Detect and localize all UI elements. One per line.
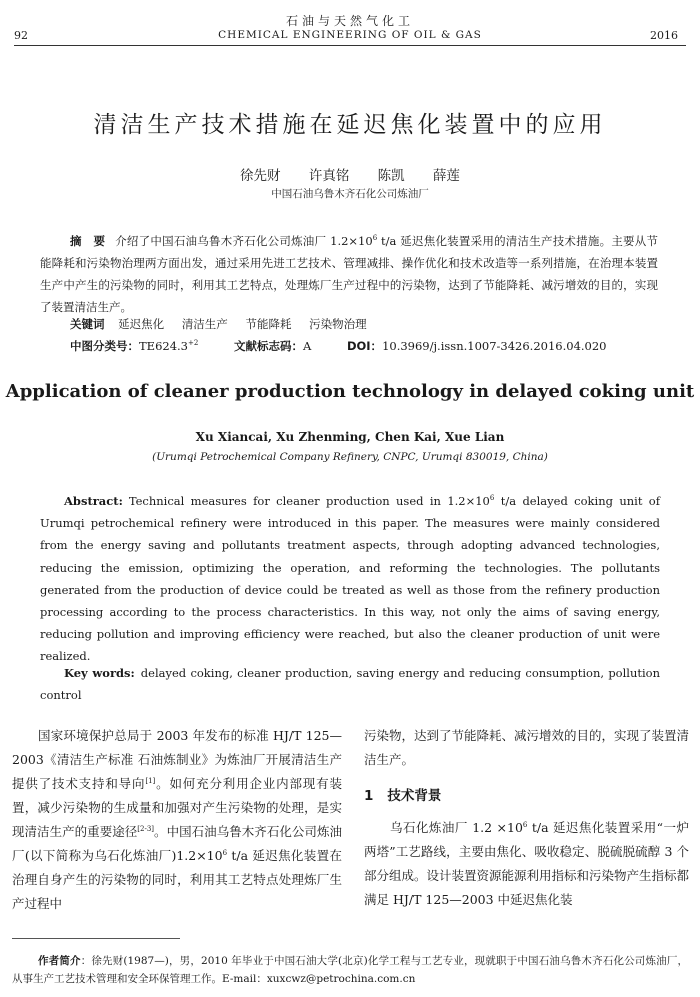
abstract-text-en: t/a delayed coking unit of Urumqi petrochemical refinery were introduced in this paper. The measures were mainly considered from the energy saving and pollutants treatment aspects, through adopting advanced technologies, reducing the emission, optimizing the operation, and reforming the technologies. The pollutants generated from the production of device could be treated as well as those from the refinery production processing according to the process characteristics. In this way, not only the aims of saving energy, reducing pollution and improving efficiency were reached, but also the cleaner production of unit were realized. — [40, 494, 660, 664]
keyword: 节能降耗 — [245, 317, 292, 331]
body-text: 。中国石油乌鲁木齐石化公司炼油厂(以下简称为乌石化炼油厂)1.2×10 — [12, 824, 342, 863]
affiliation-en: (Urumqi Petrochemical Company Refinery, CNPC, Urumqi 830019, China) — [152, 451, 548, 463]
footnote-text: ：徐先财(1987—)，男，2010 年毕业于中国石油大学(北京)化学工程与工艺专业，现就职于中国石油乌鲁木齐石化公司炼油厂，从事生产工艺技术管理和安全环保管理工作。E-mail：xuxcwz@petrochina.com.cn — [12, 955, 688, 985]
abstract-label-cn: 摘 要 — [70, 234, 106, 248]
body-right-column — [364, 816, 689, 912]
citation: [2-3] — [137, 824, 155, 833]
footnote-label: 作者简介 — [38, 955, 81, 967]
keywords-label-cn: 关键词 — [70, 317, 105, 331]
superscript: 6 — [372, 234, 378, 243]
author-name: 许真铭 — [308, 168, 350, 184]
abstract-label-en: Abstract: — [64, 494, 123, 508]
body-right-continuation: 污染物，达到了节能降耗、减污增效的目的，实现了装置清洁生产。 — [364, 728, 690, 767]
article-title-en: Application of cleaner production technology in delayed coking unit — [5, 381, 695, 402]
superscript: 6 — [489, 494, 495, 503]
body-text: t/a 延迟焦化装置采用“一炉两塔”工艺路线，主要由焦化、吸收稳定、脱硫脱硫醇 3 个部分组成。设计装置资源能源利用指标和污染物产生指标都满足 HJ/T 125—2003 中延迟焦化装 — [364, 820, 690, 907]
header-divider — [14, 45, 686, 46]
clc-value: TE624.3 — [139, 339, 188, 353]
keywords-text-en: delayed coking, cleaner production, saving energy and reducing consumption, pollution control — [40, 666, 660, 702]
body-text: 乌石化炼油厂 1.2 ×10 — [390, 820, 523, 835]
body-text: t/a 延迟焦化装置在治理自身产生的污染物的同时，利用其工艺特点处理炼厂生产过程中 — [12, 848, 342, 911]
footnote-divider — [12, 938, 180, 939]
abstract-cn — [40, 230, 658, 318]
body-text: 国家环境保护总局于 2003 年发布的标准 HJ/T 125—2003《清洁生产标准 石油炼制业》为炼油厂开展清洁生产提供了技术支持和导向 — [12, 728, 342, 791]
keyword: 污染物治理 — [309, 317, 367, 331]
keywords-label-en: Key words: — [64, 666, 135, 680]
affiliation-cn: 中国石油乌鲁木齐石化公司炼油厂 — [271, 188, 429, 200]
section-title: 技术背景 — [387, 788, 442, 804]
keywords-en — [40, 662, 660, 706]
author-name: 薛莲 — [432, 168, 460, 184]
keywords-cn — [70, 316, 381, 332]
doi-label: DOI： — [346, 339, 383, 353]
author-name: 徐先财 — [240, 168, 281, 184]
journal-title-en: CHEMICAL ENGINEERING OF OIL & GAS — [218, 29, 482, 41]
abstract-en — [40, 490, 660, 668]
abstract-text-cn: t/a 延迟焦化装置采用的清洁生产技术措施。主要从节能降耗和污染物治理两方面出发，通过采用先进工艺技术、管理减排、操作优化和技术改造等一系列措施，在治理本装置生产中产生的污染物的同时，利用其工艺特点，处理炼厂生产过程中的污染物，达到了节能降耗、减污增效的目的，实现了装置清洁生产。 — [40, 234, 658, 314]
doi-value: 10.3969/j.issn.1007-3426.2016.04.020 — [382, 339, 607, 353]
author-name: 陈凯 — [377, 168, 405, 184]
section-number: 1 — [364, 788, 374, 804]
citation: [1] — [145, 776, 156, 785]
section-heading — [364, 784, 441, 804]
body-left-column — [12, 724, 342, 916]
authors-cn — [0, 164, 700, 184]
body-text: 。如何充分利用企业内部现有装置，减少污染物的生成量和加强对产生污染物的处理，是实现清洁生产的重要途径 — [12, 776, 342, 839]
superscript: 6 — [222, 848, 228, 857]
journal-title-cn: 石油与天然气化工 — [285, 14, 414, 28]
clc-label: 中图分类号： — [70, 339, 139, 353]
superscript: 6 — [522, 820, 528, 829]
keyword: 延迟焦化 — [118, 317, 165, 331]
publication-year: 2016 — [650, 29, 678, 42]
superscript: +2 — [188, 339, 199, 348]
doc-code-value: A — [302, 339, 312, 353]
article-title-cn: 清洁生产技术措施在延迟焦化装置中的应用 — [93, 112, 607, 138]
authors-en: Xu Xiancai, Xu Zhenming, Chen Kai, Xue Lian — [195, 430, 505, 444]
author-footnote — [12, 952, 688, 988]
abstract-text-en: Technical measures for cleaner production used in 1.2×10 — [128, 494, 490, 508]
page-number: 92 — [14, 29, 28, 42]
abstract-text-cn: 介绍了中国石油乌鲁木齐石化公司炼油厂 1.2×10 — [115, 234, 373, 248]
classification-line — [70, 338, 607, 354]
keyword: 清洁生产 — [181, 317, 228, 331]
doc-code-label: 文献标志码： — [233, 339, 303, 353]
